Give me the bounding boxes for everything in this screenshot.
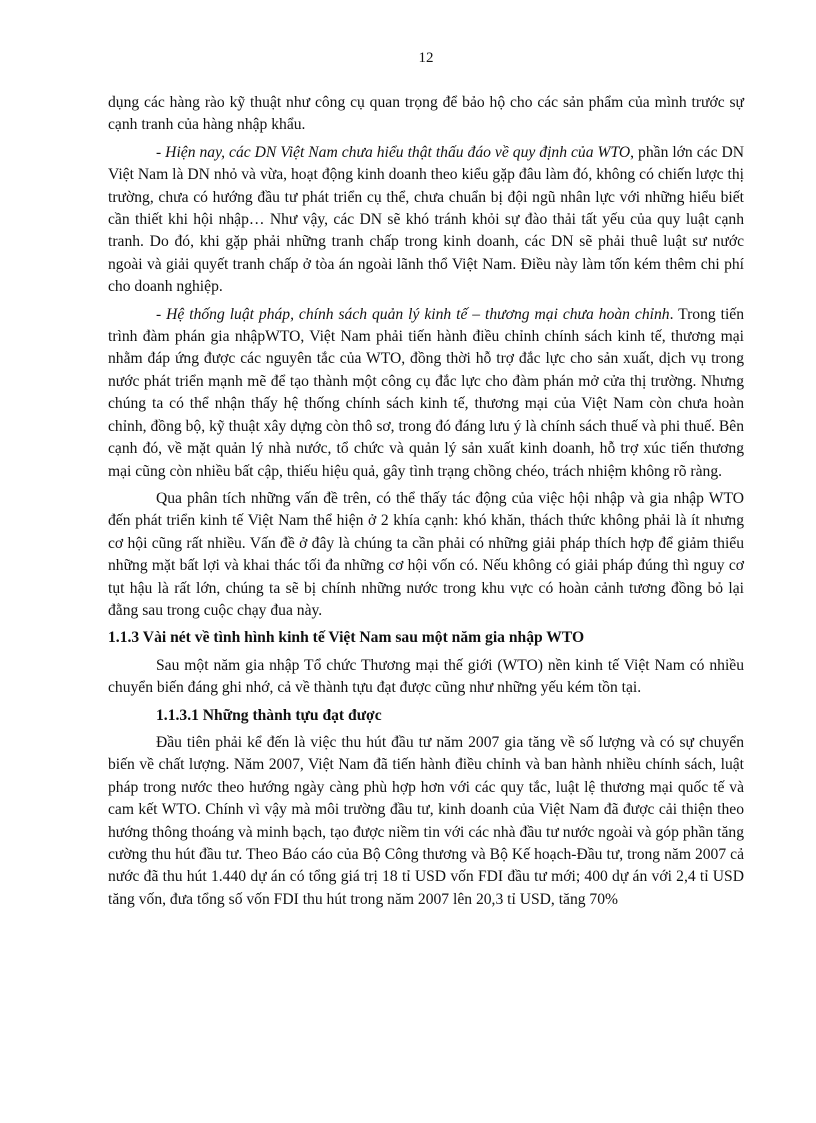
paragraph-legal-system: [108, 304, 744, 483]
page-content: [108, 92, 744, 916]
paragraph-technical-barriers: dụng các hàng rào kỹ thuật như công cụ quan trọng để bảo hộ cho các sản phẩm của mình trước sự cạnh tranh của hàng nhập khẩu.: [108, 94, 744, 134]
paragraph-one-year-after-wto: Sau một năm gia nhập Tổ chức Thương mại thế giới (WTO) nền kinh tế Việt Nam có nhiều chuyển biến đáng ghi nhớ, cả về thành tựu đạt được cũng như những yếu kém tồn tại.: [108, 656, 744, 697]
subsection-heading-1-1-3-1: 1.1.3.1 Những thành tựu đạt được: [156, 706, 382, 724]
paragraph-analysis-summary: Qua phân tích những vấn đề trên, có thể thấy tác động của việc hội nhập và gia nhập WTO đến phát triển kinh tế Việt Nam thể hiện ở 2 khía cạnh: khó khăn, thách thức không phải là ít nhưng cơ hội cũng rất nhiều. Vấn đề ở đây là chúng ta cần phải có những giải pháp thích hợp để giảm thiểu những mặt bất lợi và khai thác tối đa những cơ hội vốn có. Nếu không có giải pháp đúng thì nguy cơ tụt hậu là rất lớn, chúng ta sẽ bị chính những nước trong khu vực có hoàn cảnh tương đồng bỏ lại đằng sau trong cuộc chạy đua này.: [108, 489, 744, 619]
paragraph-body: , phần lớn các DN Việt Nam là DN nhỏ và vừa, hoạt động kinh doanh theo kiểu gặp đâu làm đó, không có chiến lược thị trường, chưa có hướng đầu tư phát triển cụ thể, chưa chuẩn bị đội ngũ nhân lực với những hiểu biết cần thiết khi hội nhập… Như vậy, các DN sẽ khó tránh khỏi sự đào thải tất yếu của quy luật cạnh tranh. Do đó, khi gặp phải những tranh chấp trong kinh doanh, các DN sẽ phải thuê luật sư nước ngoài và giải quyết tranh chấp ở tòa án ngoài lãnh thổ Việt Nam. Điều này làm tốn kém thêm chi phí cho doanh nghiệp.: [108, 143, 745, 296]
page-number: 12: [418, 50, 434, 66]
paragraph-investment-attraction: Đầu tiên phải kể đến là việc thu hút đầu tư năm 2007 gia tăng về số lượng và có sự chuyển biến về chất lượng. Năm 2007, Việt Nam đã tiến hành điều chỉnh và ban hành nhiều chính sách, luật pháp trong nước theo hướng ngày càng phù hợp hơn với các quy tắc, luật lệ thương mại quốc tế và cam kết WTO. Chính vì vậy mà môi trường đầu tư, kinh doanh của Việt Nam đã được cải thiện theo hướng thông thoáng và minh bạch, tạo được niềm tin với các nhà đầu tư nước ngoài và góp phần tăng cường thu hút đầu tư. Theo Báo cáo của Bộ Công thương và Bộ Kế hoạch-Đầu tư, trong năm 2007 cả nước đã thu hút 1.440 dự án có tổng giá trị 18 tỉ USD vốn FDI đầu tư mới; 400 dự án với 2,4 tỉ USD tăng vốn, đưa tổng số vốn FDI thu hút trong năm 2007 lên 20,3 tỉ USD, tăng 70%: [108, 733, 744, 908]
paragraph-lead-italic: - Hiện nay, các DN Việt Nam chưa hiểu thật thấu đáo về quy định của WTO: [156, 143, 631, 161]
section-heading-1-1-3: 1.1.3 Vài nét về tình hình kinh tế Việt Nam sau một năm gia nhập WTO: [108, 629, 585, 647]
paragraph-wto-understanding: [108, 142, 744, 299]
paragraph-lead-italic: - Hệ thống luật pháp, chính sách quản lý kinh tế – thương mại chưa hoàn chỉnh: [156, 305, 670, 323]
paragraph-body: . Trong tiến trình đàm phán gia nhậpWTO, Việt Nam phải tiến hành điều chỉnh chính sách kinh tế, thương mại nhằm đáp ứng được các nguyên tắc của WTO, đồng thời hỗ trợ đắc lực cho sản xuất, dịch vụ trong nước phát triển mạnh mẽ để tạo thành một công cụ đắc lực cho đàm phán mở cửa thị trường. Nhưng chúng ta có thể nhận thấy hệ thống chính sách kinh tế, thương mại của Việt Nam còn chưa hoàn chỉnh, đồng bộ, kỹ thuật xây dựng còn thô sơ, trong đó đáng lưu ý là chính sách thuế và phi thuế. Bên cạnh đó, về mặt quản lý nhà nước, tổ chức và quản lý sản xuất kinh doanh, hỗ trợ xúc tiến thương mại cũng còn nhiều bất cập, thiếu hiệu quả, gây tình trạng chồng chéo, trách nhiệm không rõ ràng.: [108, 305, 744, 480]
